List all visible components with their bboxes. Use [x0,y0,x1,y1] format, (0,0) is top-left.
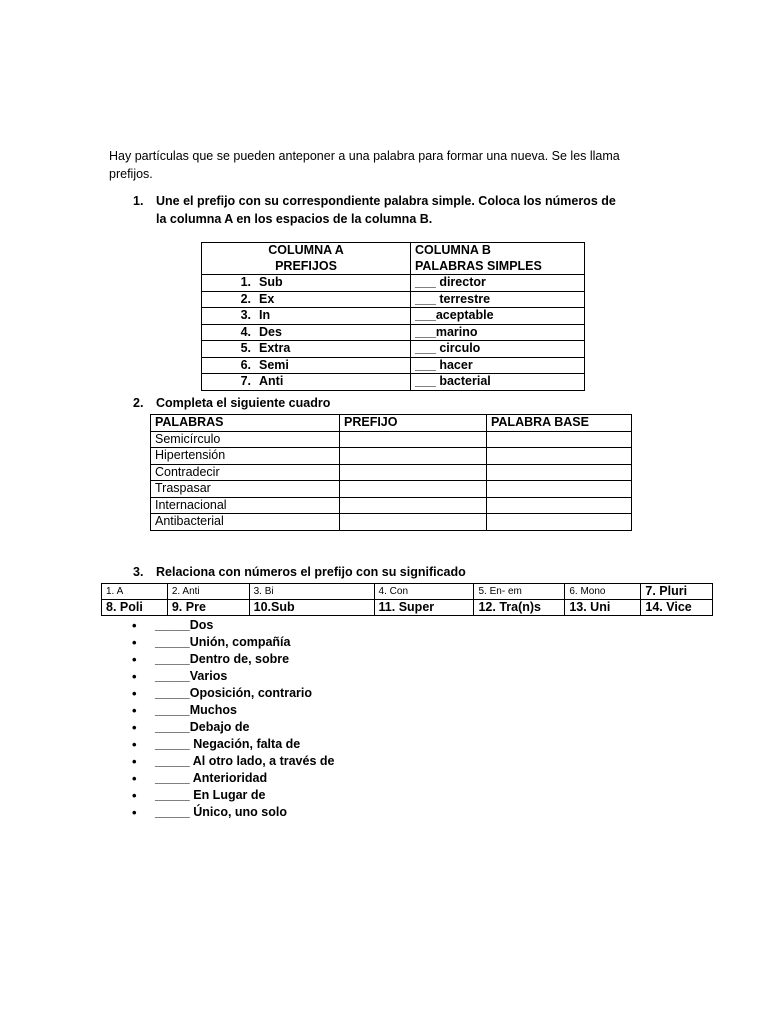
table-header-row [151,415,632,432]
question-3-number: 3. [133,565,144,579]
word-cell: Hipertensión [151,448,340,465]
list-item[interactable] [132,617,334,634]
column-b-title: COLUMNA B [415,243,491,257]
word-cell[interactable]: ___ director [411,275,585,292]
list-item[interactable] [132,651,334,668]
prefix-answer-cell[interactable] [340,497,487,514]
prefix-label: Sub [259,275,283,289]
prefix-label: Anti [259,374,284,388]
bullet-icon: • [132,771,137,786]
word-cell[interactable]: ___ bacterial [411,374,585,391]
list-item[interactable] [132,668,334,685]
table-row [202,357,585,374]
prefix-cell [202,357,411,374]
prefix-number: 3. [240,308,251,322]
bullet-icon: • [132,669,137,684]
column-a-title: COLUMNA A [268,243,344,257]
bullet-icon: • [132,737,137,752]
meaning-text: _____ Al otro lado, a través de [155,754,335,768]
meaning-text: _____Oposición, contrario [155,686,312,700]
meaning-text: _____ En Lugar de [155,788,266,802]
meaning-text: _____Varios [155,669,228,683]
prefix-number: 6. [240,357,251,372]
prefix-cell [202,275,411,292]
table-row [151,497,632,514]
question-1-number: 1. [133,194,144,208]
prefix-number: 4. [240,324,251,339]
prefix-answer-cell[interactable] [340,481,487,498]
column-a-subtitle: PREFIJOS [275,258,337,273]
prefix-cell [202,341,411,358]
bullet-icon: • [132,754,137,769]
prefix-cell: 6. Mono [565,584,641,600]
prefix-cell: 10.Sub [249,600,374,616]
table-row [151,448,632,465]
prefix-cell: 11. Super [374,600,474,616]
list-item[interactable] [132,719,334,736]
word-cell: Traspasar [151,481,340,498]
prefix-cell [202,308,411,325]
prefix-cell: 9. Pre [167,600,249,616]
bullet-icon: • [132,805,137,820]
word-cell[interactable]: ___ terrestre [411,291,585,308]
table-row [202,374,585,391]
bullet-icon: • [132,618,137,633]
bullet-icon: • [132,720,137,735]
prefix-cell: 13. Uni [565,600,641,616]
prefix-label: Ex [259,291,275,306]
prefix-number: 5. [240,341,251,355]
list-item[interactable] [132,804,334,821]
prefix-cell [202,324,411,341]
table-row [202,291,585,308]
table-row [151,514,632,531]
prefix-cell: 7. Pluri [641,584,713,600]
base-answer-cell[interactable] [487,497,632,514]
prefix-answer-cell[interactable] [340,448,487,465]
list-item[interactable] [132,702,334,719]
question-3-text: Relaciona con números el prefijo con su significado [156,565,466,579]
prefix-cell: 4. Con [374,584,474,600]
list-item[interactable] [132,736,334,753]
meaning-text: _____Debajo de [155,720,250,734]
prefix-number: 1. [240,275,251,289]
prefix-number: 7. [240,374,251,388]
prefix-label: In [259,308,271,322]
meaning-text: _____Unión, compañía [155,635,291,649]
word-cell[interactable]: ___ hacer [411,357,585,374]
meaning-text: _____ Único, uno solo [155,805,287,819]
palabras-header: PALABRAS [151,415,340,432]
prefix-cell: 3. Bi [249,584,374,600]
prefix-cell: 12. Tra(n)s [474,600,565,616]
meaning-text: _____Muchos [155,703,237,717]
table-row [202,275,585,292]
prefix-cell [202,374,411,391]
prefix-answer-cell[interactable] [340,514,487,531]
meaning-text: _____ Anterioridad [155,771,268,785]
table-row [102,600,713,616]
prefix-list-table [101,583,713,616]
word-cell[interactable]: ___aceptable [411,308,585,325]
question-1-text: Une el prefijo con su correspondiente palabra simple. Coloca los números de la columna A en los espacios de la columna B. [156,194,616,226]
question-2-number: 2. [133,396,144,410]
table-row [151,464,632,481]
table-row [151,431,632,448]
prefix-cell: 1. A [102,584,168,600]
meanings-list [132,617,334,821]
prefix-answer-cell[interactable] [340,431,487,448]
prefix-label: Extra [259,341,291,355]
list-item[interactable] [132,770,334,787]
table-row [151,481,632,498]
word-cell[interactable]: ___marino [411,324,585,341]
base-answer-cell[interactable] [487,481,632,498]
prefix-label: Semi [259,357,289,372]
prefix-answer-cell[interactable] [340,464,487,481]
meaning-text: _____Dos [155,618,214,632]
bullet-icon: • [132,652,137,667]
word-cell[interactable]: ___ circulo [411,341,585,358]
prefix-cell: 5. En- em [474,584,565,600]
list-item[interactable] [132,787,334,804]
base-answer-cell[interactable] [487,464,632,481]
bullet-icon: • [132,635,137,650]
prefix-number: 2. [240,291,251,306]
prefix-matching-table [201,242,585,391]
bullet-icon: • [132,686,137,701]
base-answer-cell[interactable] [487,448,632,465]
base-answer-cell[interactable] [487,431,632,448]
bullet-icon: • [132,788,137,803]
prefix-cell: 14. Vice [641,600,713,616]
meaning-text: _____ Negación, falta de [155,737,301,751]
base-answer-cell[interactable] [487,514,632,531]
prefijo-header: PREFIJO [340,415,487,432]
list-item[interactable] [132,685,334,702]
table-row [202,308,585,325]
column-a-header [202,243,411,275]
list-item[interactable] [132,753,334,770]
prefix-label: Des [259,324,282,339]
word-cell: Contradecir [151,464,340,481]
table-header-row [202,243,585,275]
bullet-icon: • [132,703,137,718]
intro-paragraph: Hay partículas que se pueden anteponer a una palabra para formar una nueva. Se les llama prefijos. [109,149,620,181]
table-row [202,324,585,341]
palabra-base-header: PALABRA BASE [487,415,632,432]
table-row [202,341,585,358]
question-2-text: Completa el siguiente cuadro [156,396,331,410]
word-cell: Semicírculo [151,431,340,448]
complete-table [150,414,632,531]
prefix-cell: 2. Anti [167,584,249,600]
list-item[interactable] [132,634,334,651]
meaning-text: _____Dentro de, sobre [155,652,290,666]
column-b-header [411,243,585,275]
prefix-cell: 8. Poli [102,600,168,616]
word-cell: Antibacterial [151,514,340,531]
prefix-cell [202,291,411,308]
word-cell: Internacional [151,497,340,514]
table-row [102,584,713,600]
column-b-subtitle: PALABRAS SIMPLES [415,258,542,273]
